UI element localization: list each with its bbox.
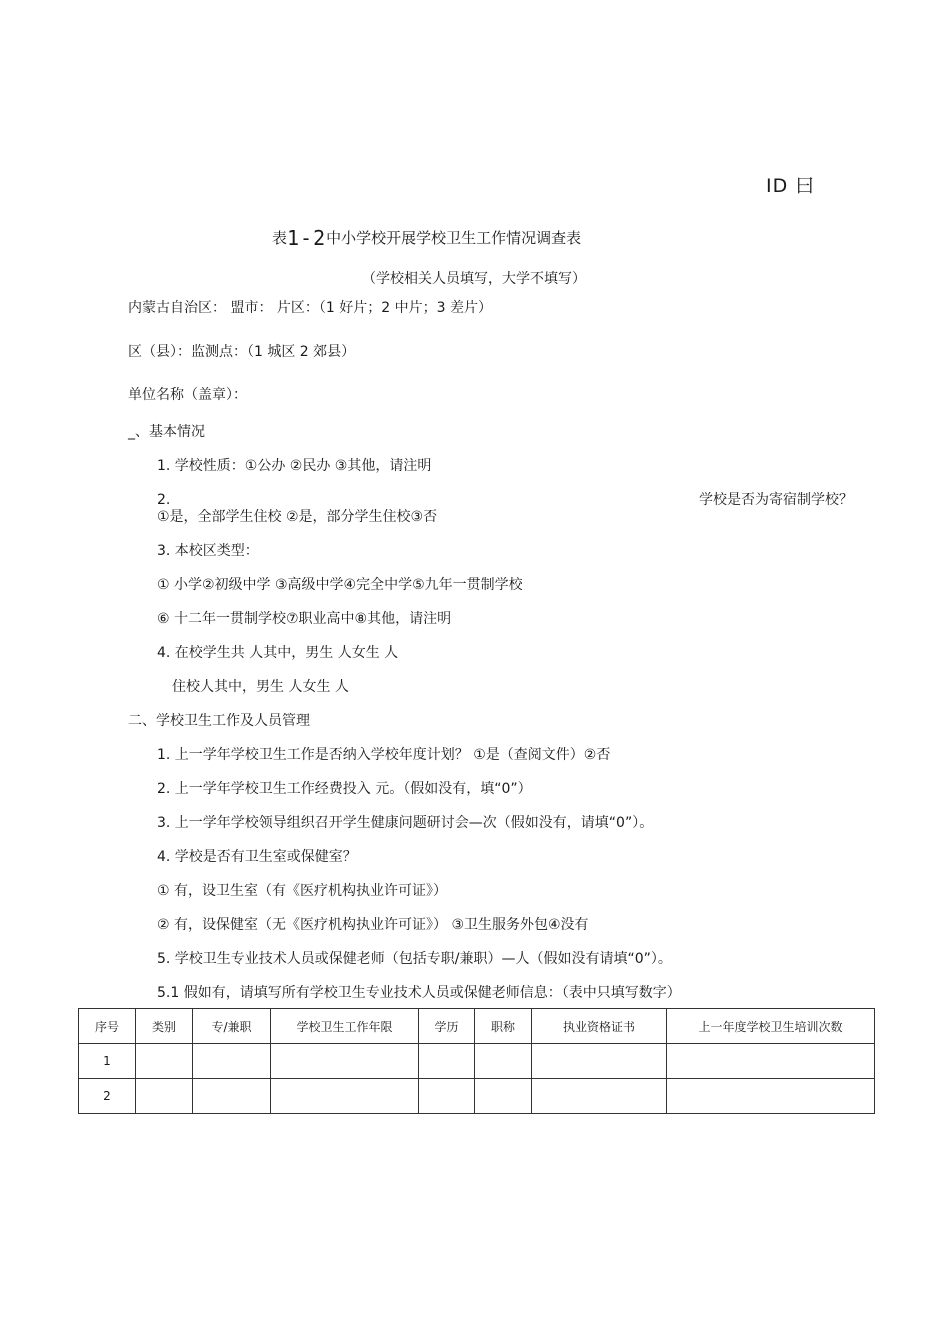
column-header: 专/兼职 bbox=[193, 1009, 271, 1044]
county-line: 区（县）：监测点：（1 城区 2 郊县） bbox=[128, 344, 356, 360]
table-cell[interactable] bbox=[667, 1044, 875, 1079]
campus-type-question: 3. 本校区类型： bbox=[157, 543, 259, 559]
table-cell[interactable] bbox=[667, 1079, 875, 1114]
column-header: 学校卫生工作年限 bbox=[271, 1009, 419, 1044]
table-cell[interactable] bbox=[136, 1044, 193, 1079]
boarding-options: ①是，全部学生住校 ②是，部分学生住校③否 bbox=[157, 509, 438, 525]
clinic-option-1: ① 有，设卫生室（有《医疗机构执业许可证》） bbox=[157, 883, 447, 899]
table-cell[interactable] bbox=[532, 1044, 667, 1079]
clinic-question: 4. 学校是否有卫生室或保健室？ bbox=[157, 849, 357, 865]
clinic-option-2: ② 有，设保健室（无《医疗机构执业许可证》） ③卫生服务外包④没有 bbox=[157, 917, 589, 933]
staff-count-question: 5. 学校卫生专业技术人员或保健老师（包括专职/兼职）—人（假如没有请填“0”）。 bbox=[157, 951, 672, 967]
title-text: 中小学校开展学校卫生工作情况调查表 bbox=[326, 229, 582, 247]
table-cell-index: 2 bbox=[79, 1079, 136, 1114]
column-header: 上一年度学校卫生培训次数 bbox=[667, 1009, 875, 1044]
section-health-heading: 二、学校卫生工作及人员管理 bbox=[128, 713, 310, 729]
seminar-question: 3. 上一学年学校领导组织召开学生健康问题研讨会—次（假如没有，请填“0”）。 bbox=[157, 815, 654, 831]
column-header: 序号 bbox=[79, 1009, 136, 1044]
staff-info-table bbox=[78, 1008, 875, 1114]
title-prefix: 表 bbox=[272, 229, 288, 247]
annual-plan-question: 1. 上一学年学校卫生工作是否纳入学校年度计划？ ①是（查阅文件）②否 bbox=[157, 747, 611, 763]
boarding-question: 学校是否为寄宿制学校？ bbox=[699, 492, 853, 508]
column-header: 职称 bbox=[475, 1009, 532, 1044]
region-line: 内蒙古自治区： 盟市： 片区：（1 好片；2 中片；3 差片） bbox=[128, 300, 492, 316]
section-basic-heading: _、基本情况 bbox=[128, 424, 205, 440]
table-cell[interactable] bbox=[271, 1044, 419, 1079]
boarding-question-number: 2. bbox=[157, 492, 171, 508]
document-title bbox=[272, 228, 581, 248]
column-header: 学历 bbox=[419, 1009, 475, 1044]
student-count-line: 4. 在校学生共 人其中，男生 人女生 人 bbox=[157, 645, 399, 661]
table-cell[interactable] bbox=[193, 1044, 271, 1079]
table-cell[interactable] bbox=[419, 1079, 475, 1114]
table-row bbox=[79, 1079, 875, 1114]
table-row bbox=[79, 1044, 875, 1079]
boarding-count-line: 住校人其中，男生 人女生 人 bbox=[172, 679, 349, 695]
campus-type-options-2: ⑥ 十二年一贯制学校⑦职业高中⑧其他，请注明 bbox=[157, 611, 452, 627]
table-header-row bbox=[79, 1009, 875, 1044]
unit-name-line: 单位名称（盖章）： bbox=[128, 387, 247, 403]
column-header: 执业资格证书 bbox=[532, 1009, 667, 1044]
table-cell[interactable] bbox=[475, 1079, 532, 1114]
title-number: 1-2 bbox=[287, 226, 327, 250]
school-nature-question: 1. 学校性质：①公办 ②民办 ③其他，请注明 bbox=[157, 458, 432, 474]
staff-info-instruction: 5.1 假如有，请填写所有学校卫生专业技术人员或保健老师信息：（表中只填写数字） bbox=[157, 985, 681, 1001]
document-subtitle: （学校相关人员填写，大学不填写） bbox=[362, 271, 586, 287]
funding-question: 2. 上一学年学校卫生工作经费投入 元。（假如没有，填“0”） bbox=[157, 781, 532, 797]
table-cell[interactable] bbox=[419, 1044, 475, 1079]
table-cell[interactable] bbox=[136, 1079, 193, 1114]
id-mark: ID 曰 bbox=[766, 175, 816, 197]
table-cell[interactable] bbox=[532, 1079, 667, 1114]
table-cell[interactable] bbox=[271, 1079, 419, 1114]
campus-type-options-1: ① 小学②初级中学 ③高级中学④完全中学⑤九年一贯制学校 bbox=[157, 577, 523, 593]
table-cell-index: 1 bbox=[79, 1044, 136, 1079]
column-header: 类别 bbox=[136, 1009, 193, 1044]
table-cell[interactable] bbox=[475, 1044, 532, 1079]
table-cell[interactable] bbox=[193, 1079, 271, 1114]
